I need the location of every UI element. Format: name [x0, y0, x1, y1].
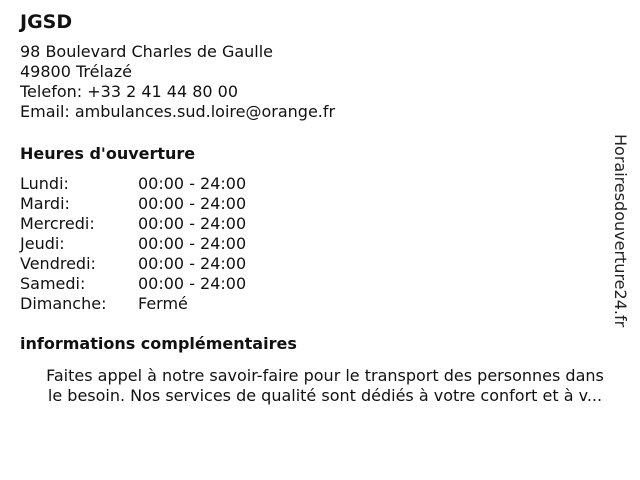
- phone-line: Telefon: +33 2 41 44 80 00: [20, 82, 239, 101]
- time-value: 00:00 - 24:00: [138, 274, 247, 293]
- time-value: 00:00 - 24:00: [138, 234, 247, 253]
- day-label: Vendredi:: [20, 254, 96, 273]
- business-card: [20, 10, 630, 406]
- info-line-2: le besoin. Nos services de qualité sont dédiés à votre confort et à v...: [47, 386, 603, 405]
- hours-row-friday: [20, 254, 630, 274]
- time-value: 00:00 - 24:00: [138, 254, 247, 273]
- time-value: 00:00 - 24:00: [138, 174, 247, 193]
- info-title: informations complémentaires: [20, 334, 297, 353]
- hours-row-monday: [20, 174, 630, 194]
- address-line-1: 98 Boulevard Charles de Gaulle: [20, 42, 274, 61]
- time-value: Fermé: [138, 294, 188, 313]
- info-description: [20, 366, 630, 406]
- hours-table: [20, 174, 630, 314]
- hours-row-sunday: [20, 294, 630, 314]
- day-label: Dimanche:: [20, 294, 107, 313]
- day-label: Mardi:: [20, 194, 70, 213]
- hours-row-wednesday: [20, 214, 630, 234]
- hours-row-tuesday: [20, 194, 630, 214]
- business-name: JGSD: [20, 11, 73, 33]
- hours-title: Heures d'ouverture: [20, 144, 196, 163]
- hours-row-saturday: [20, 274, 630, 294]
- hours-row-thursday: [20, 234, 630, 254]
- day-label: Mercredi:: [20, 214, 95, 233]
- time-value: 00:00 - 24:00: [138, 214, 247, 233]
- info-line-1: Faites appel à notre savoir-faire pour le transport des personnes dans: [46, 366, 604, 385]
- email-line: Email: ambulances.sud.loire@orange.fr: [20, 102, 336, 121]
- day-label: Lundi:: [20, 174, 69, 193]
- site-watermark: Horairesdouverture24.fr: [611, 134, 630, 328]
- address-line-2: 49800 Trélazé: [20, 62, 132, 81]
- time-value: 00:00 - 24:00: [138, 194, 247, 213]
- day-label: Jeudi:: [20, 234, 65, 253]
- day-label: Samedi:: [20, 274, 86, 293]
